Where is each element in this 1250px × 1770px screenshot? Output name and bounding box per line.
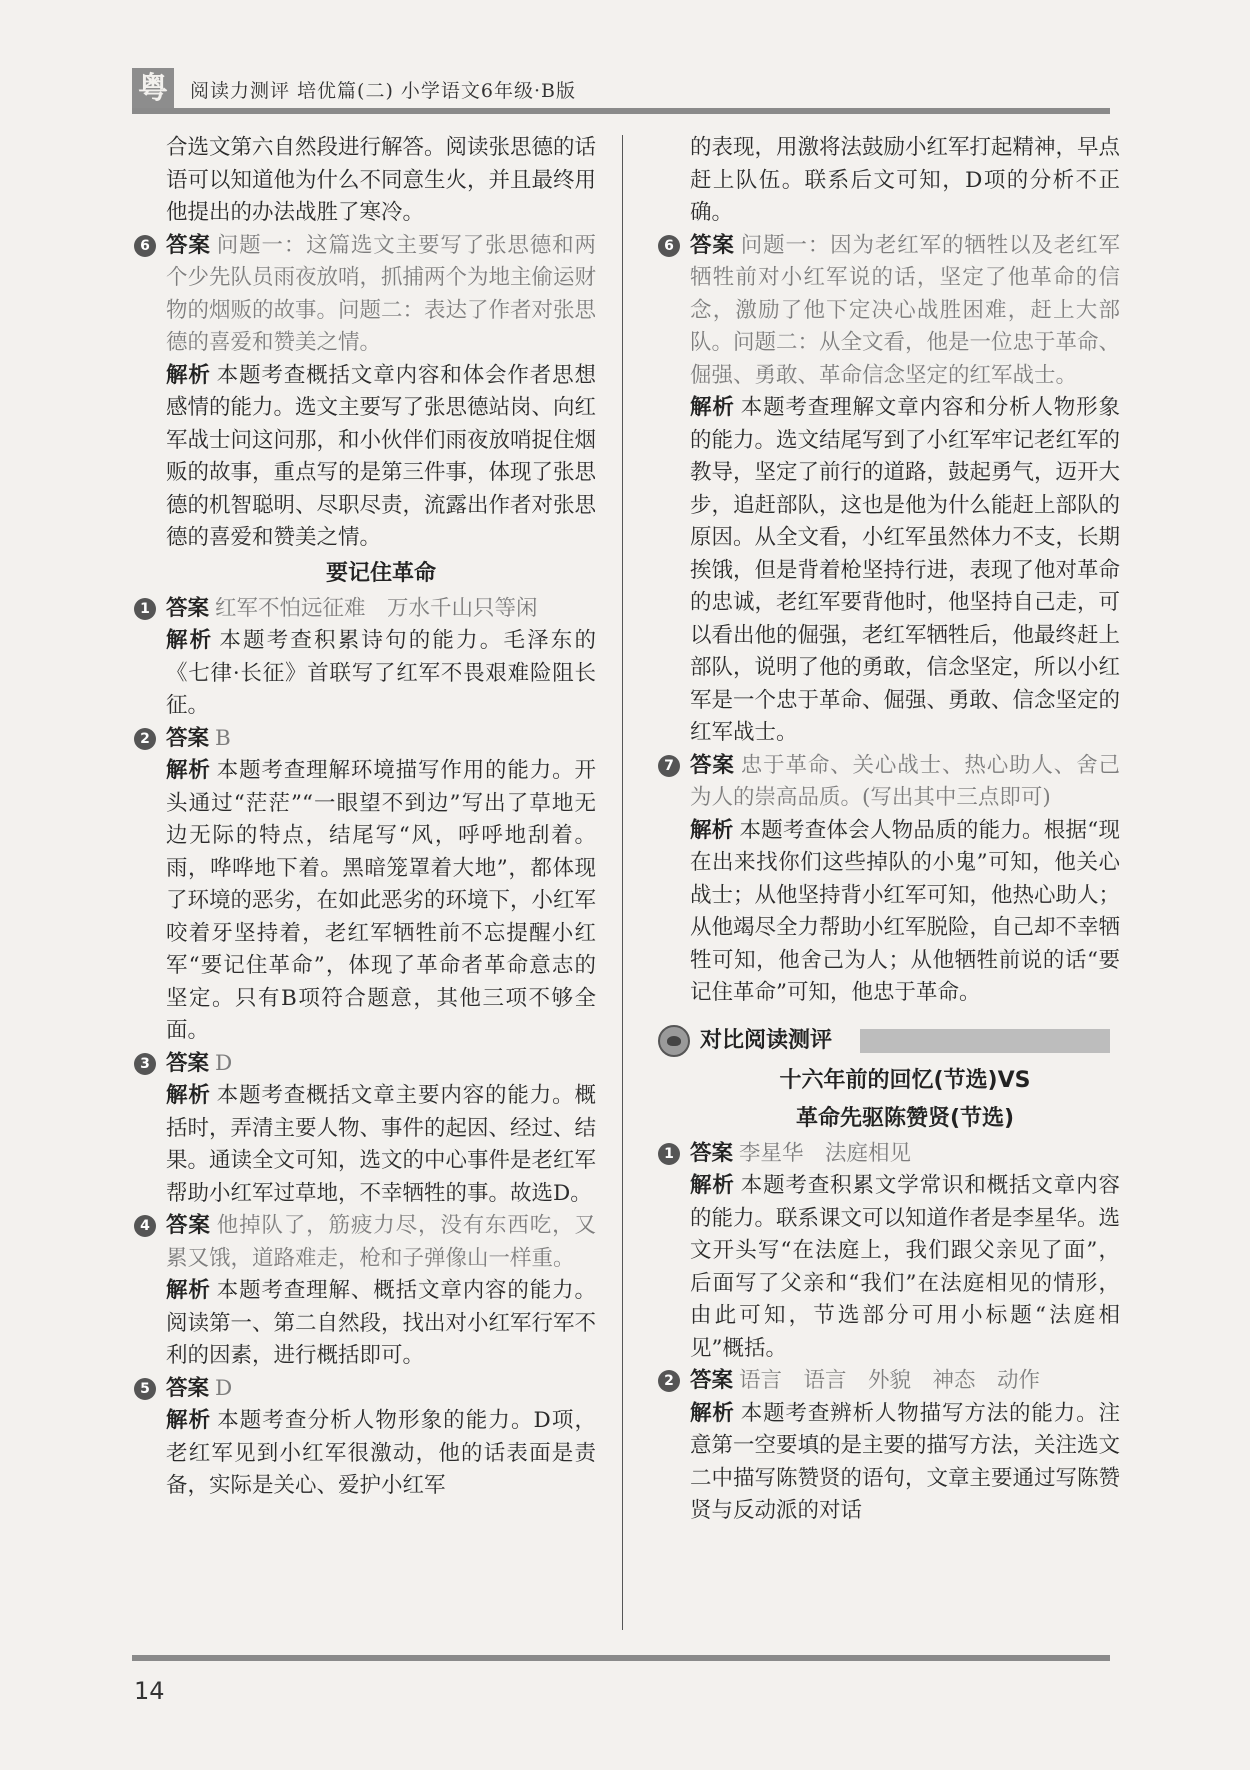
answer-text: 语言 语言 外貌 神态 动作 bbox=[739, 1368, 1041, 1393]
analysis-label: 解析 bbox=[166, 1278, 211, 1303]
question-number: 3 bbox=[134, 1053, 156, 1075]
question-number: 6 bbox=[134, 235, 156, 257]
question-2 bbox=[140, 723, 597, 1048]
section-title-line-1: 十六年前的回忆(节选)VS bbox=[779, 1067, 1031, 1093]
band-bar bbox=[860, 1029, 1110, 1053]
analysis-text: 本题考查理解环境描写作用的能力。开头通过“茫茫”“一眼望不到边”写出了草地无边无际的特点，结尾写“风，呼呼地刮着。雨，哗哗地下着。黑暗笼罩着大地”，都体现了环境的恶劣，在如此恶劣的环境下，小红军咬着牙坚持着，老红军牺牲前不忘提醒小红军“要记住革命”，体现了革命者革命意志的坚定。只有B项符合题意，其他三项不够全面。 bbox=[166, 758, 597, 1043]
right-intro: 的表现，用激将法鼓励小红军打起精神，早点赶上队伍。联系后文可知，D项的分析不正确。 bbox=[690, 135, 1121, 225]
analysis-label: 解析 bbox=[166, 1408, 212, 1433]
header-rule bbox=[132, 108, 1110, 114]
footer-rule bbox=[132, 1655, 1110, 1661]
section-title: 要记住革命 bbox=[325, 560, 436, 586]
answer-label: 答案 bbox=[690, 752, 735, 778]
header-logo: 粤 bbox=[132, 68, 174, 110]
right-column bbox=[664, 132, 1121, 1528]
analysis-label: 解析 bbox=[166, 628, 214, 653]
column-divider bbox=[622, 135, 623, 1630]
answer-label: 答案 bbox=[690, 232, 735, 258]
question-4 bbox=[140, 1210, 597, 1373]
question-number: 2 bbox=[658, 1370, 680, 1392]
analysis-text: 本题考查理解文章内容和分析人物形象的能力。选文结尾写到了小红军牢记老红军的教导，坚定了前行的道路，鼓起勇气，迈开大步，追赶部队，这也是他为什么能赶上部队的原因。从全文看，小红军虽然体力不支，长期挨饿，但是背着枪坚持行进，表现了他对革命的忠诚，老红军要背他时，他坚持自己走，可以看出他的倔强，老红军牺牲后，他最终赶上部队，说明了他的勇敢，信念坚定，所以小红军是一个忠于革命、倔强、勇敢、信念坚定的红军战士。 bbox=[690, 395, 1121, 745]
answer-label: 答案 bbox=[690, 1368, 734, 1393]
analysis-text: 本题考查积累文学常识和概括文章内容的能力。联系课文可以知道作者是李星华。选文开头写“在法庭上，我们跟父亲见了面”，后面写了父亲和“我们”在法庭相见的情形，由此可知，节选部分可用小标题“法庭相见”概括。 bbox=[690, 1173, 1121, 1361]
analysis-label: 解析 bbox=[166, 362, 211, 388]
answer-label: 答案 bbox=[166, 595, 210, 621]
answer-text: D bbox=[215, 1050, 233, 1076]
header-title: 阅读力测评 培优篇(二) 小学语文6年级·B版 bbox=[190, 80, 576, 102]
answer-text: 红军不怕远征难 万水千山只等闲 bbox=[215, 595, 538, 621]
question-number: 6 bbox=[658, 235, 680, 257]
comparison-question-1 bbox=[664, 1138, 1121, 1366]
comparison-question-2 bbox=[664, 1365, 1121, 1528]
band-title: 对比阅读测评 bbox=[700, 1027, 833, 1053]
analysis-label: 解析 bbox=[690, 395, 735, 420]
question-number: 7 bbox=[658, 755, 680, 777]
question-7 bbox=[664, 750, 1121, 1010]
question-number: 1 bbox=[658, 1143, 680, 1165]
answer-text: 问题一：因为老红军的牺牲以及老红军牺牲前对小红军说的话，坚定了他革命的信念，激励了他下定决心战胜困难，赶上大部队。问题二：从全文看，他是一位忠于革命、倔强、勇敢、革命信念坚定的红军战士。 bbox=[690, 232, 1121, 388]
analysis-text: 本题考查概括文章内容和体会作者思想感情的能力。选文主要写了张思德站岗、向红军战士问这问那，和小伙伴们雨夜放哨捉住烟贩的故事，重点写的是第三件事，体现了张思德的机智聪明、尽职尽责，流露出作者对张思德的喜爱和赞美之情。 bbox=[166, 362, 597, 550]
question-number: 4 bbox=[134, 1215, 156, 1237]
question-number: 5 bbox=[134, 1378, 156, 1400]
question-6 bbox=[140, 230, 597, 555]
answer-label: 答案 bbox=[690, 1140, 734, 1166]
page-number: 14 bbox=[134, 1677, 165, 1705]
answer-label: 答案 bbox=[166, 725, 210, 751]
left-intro: 合选文第六自然段进行解答。阅读张思德的话语可以知道他为什么不同意生火，并且最终用他提出的办法战胜了寒冷。 bbox=[166, 135, 597, 225]
analysis-text: 本题考查理解、概括文章内容的能力。阅读第一、第二自然段，找出对小红军行军不利的因素，进行概括即可。 bbox=[166, 1278, 597, 1368]
question-1 bbox=[140, 593, 596, 723]
question-6-right bbox=[664, 230, 1121, 750]
question-3 bbox=[140, 1048, 597, 1211]
analysis-label: 解析 bbox=[166, 758, 211, 783]
reader-icon bbox=[658, 1025, 690, 1057]
answer-label: 答案 bbox=[166, 1375, 210, 1401]
analysis-text: 本题考查概括文章主要内容的能力。概括时，弄清主要人物、事件的起因、经过、结果。通读全文可知，选文的中心事件是老红军帮助小红军过草地，不幸牺牲的事。故选D。 bbox=[166, 1083, 597, 1206]
analysis-text: 本题考查分析人物形象的能力。D项，老红军见到小红军很激动，他的话表面是责备，实际是关心、爱护小红军 bbox=[166, 1408, 596, 1498]
answer-text: 他掉队了，筋疲力尽，没有东西吃，又累又饿，道路难走，枪和子弹像山一样重。 bbox=[166, 1213, 596, 1271]
answer-text: 忠于革命、关心战士、热心助人、舍己为人的崇高品质。(写出其中三点即可) bbox=[690, 752, 1120, 810]
analysis-text: 本题考查辨析人物描写方法的能力。注意第一空要填的是主要的描写方法，关注选文二中描写陈赞贤的语句，文章主要通过写陈赞贤与反动派的对话 bbox=[690, 1400, 1121, 1523]
analysis-label: 解析 bbox=[690, 817, 734, 843]
answer-text: 李星华 法庭相见 bbox=[739, 1140, 912, 1166]
answer-text: 问题一：这篇选文主要写了张思德和两个少先队员雨夜放哨，抓捕两个为地主偷运财物的烟贩的故事。问题二：表达了作者对张思德的喜爱和赞美之情。 bbox=[166, 232, 597, 355]
analysis-label: 解析 bbox=[166, 1083, 211, 1108]
question-number: 2 bbox=[134, 728, 156, 750]
section-title-line-2: 革命先驱陈赞贤(节选) bbox=[795, 1105, 1015, 1131]
question-number: 1 bbox=[134, 598, 156, 620]
answer-text: D bbox=[215, 1375, 233, 1401]
answer-label: 答案 bbox=[166, 1050, 210, 1076]
analysis-text: 本题考查体会人物品质的能力。根据“现在出来找你们这些掉队的小鬼”可知，他关心战士；从他坚持背小红军可知，他热心助人；从他竭尽全力帮助小红军脱险，自己却不幸牺牲可知，他舍己为人；从他牺牲前说的话“要记住革命”可知，他忠于革命。 bbox=[690, 817, 1121, 1005]
left-column bbox=[140, 132, 597, 1503]
answer-label: 答案 bbox=[166, 1213, 211, 1238]
comparison-reading-band bbox=[690, 1024, 1120, 1058]
answer-label: 答案 bbox=[166, 232, 211, 258]
analysis-text: 本题考查积累诗句的能力。毛泽东的《七律·长征》首联写了红军不畏艰难险阻长征。 bbox=[166, 628, 596, 718]
analysis-label: 解析 bbox=[690, 1173, 735, 1198]
analysis-label: 解析 bbox=[690, 1400, 735, 1426]
answer-text: B bbox=[215, 725, 231, 751]
question-5 bbox=[140, 1373, 596, 1503]
